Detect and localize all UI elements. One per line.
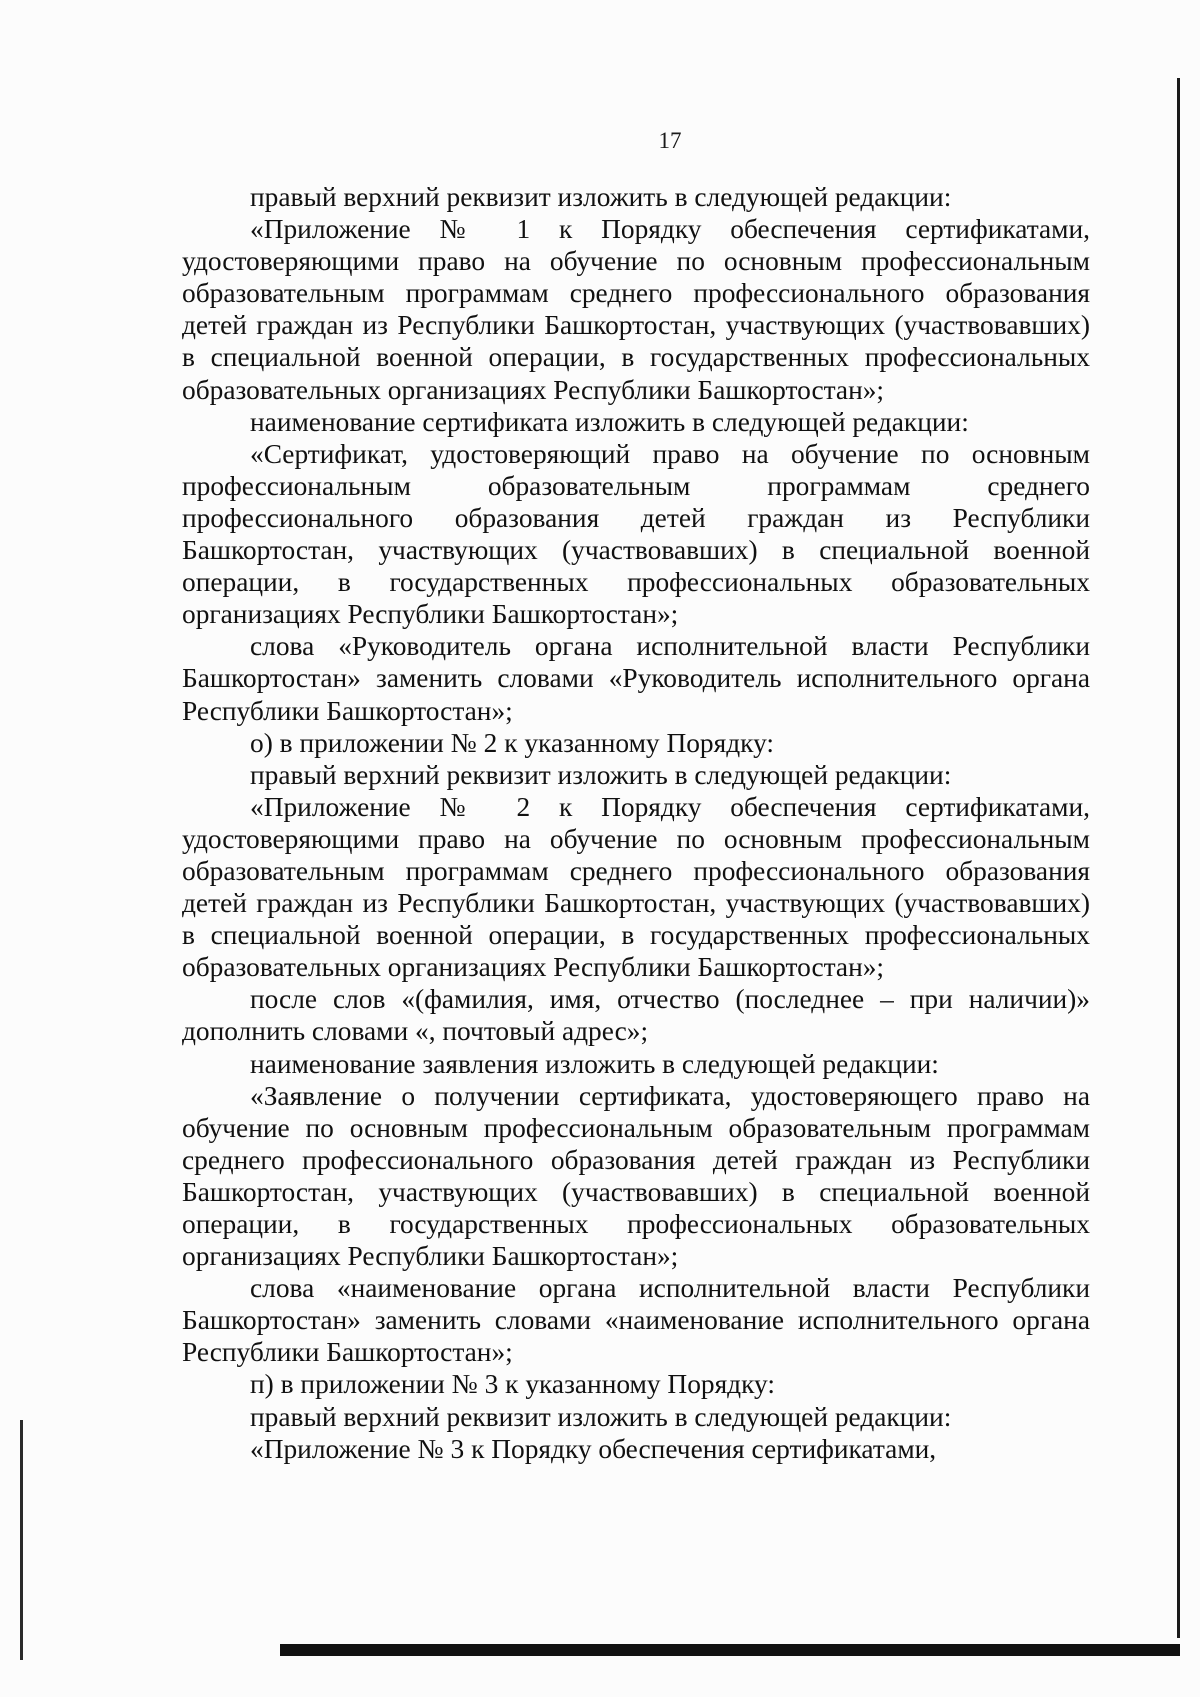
paragraph: п) в приложении № 3 к указанному Порядку: xyxy=(250,1369,775,1400)
paragraph: правый верхний реквизит изложить в следующей редакции: xyxy=(250,759,952,790)
scan-border-right xyxy=(1177,78,1180,1638)
scan-border-left xyxy=(20,1420,23,1660)
paragraph: «Заявление о получении сертификата, удостоверяющего право на обучение по основным профессиональным образовательным программам среднего профессионального образования детей граждан из Республики Башкортостан, участвующих (участвовавших) в специальной военной операции, в государственных профессиональных образовательных организациях Республики Башкортостан»; xyxy=(182,1080,1090,1272)
document-text-body xyxy=(182,181,1090,1465)
paragraph: «Приложение № 2 к Порядку обеспечения сертификатами, удостоверяющими право на обучение по основным профессиональным образовательным программам среднего профессионального образования детей граждан из Республики Башкортостан, участвующих (участвовавших) в специальной военной операции, в государственных профессиональных образовательных организациях Республики Башкортостан»; xyxy=(182,791,1090,983)
paragraph: правый верхний реквизит изложить в следующей редакции: xyxy=(250,182,952,212)
paragraph: слова «наименование органа исполнительной власти Республики Башкортостан» заменить словами «наименование исполнительного органа Республики Башкортостан»; xyxy=(182,1273,1090,1368)
paragraph: после слов «(фамилия, имя, отчество (последнее – при наличии)» дополнить словами «, почтовый адрес»; xyxy=(182,984,1090,1047)
page-number: 17 xyxy=(658,128,682,153)
paragraph: слова «Руководитель органа исполнительной власти Республики Башкортостан» заменить словами «Руководитель исполнительного органа Республики Башкортостан»; xyxy=(182,631,1090,726)
paragraph: наименование сертификата изложить в следующей редакции: xyxy=(250,406,969,437)
paragraph: о) в приложении № 2 к указанному Порядку: xyxy=(250,727,775,758)
scan-border-bottom xyxy=(280,1644,1180,1656)
paragraph: «Сертификат, удостоверяющий право на обучение по основным профессиональным образовательным программам среднего профессионального образования детей граждан из Республики Башкортостан, участвующих (участвовавших) в специальной военной операции, в государственных профессиональных образовательных организациях Республики Башкортостан»; xyxy=(182,438,1090,630)
paragraph: наименование заявления изложить в следующей редакции: xyxy=(250,1048,939,1079)
paragraph: «Приложение № 1 к Порядку обеспечения сертификатами, удостоверяющими право на обучение по основным профессиональным образовательным программам среднего профессионального образования детей граждан из Республики Башкортостан, участвующих (участвовавших) в специальной военной операции, в государственных профессиональных образовательных организациях Республики Башкортостан»; xyxy=(182,214,1090,405)
paragraph: «Приложение № 3 к Порядку обеспечения сертификатами, xyxy=(250,1433,937,1464)
paragraph: правый верхний реквизит изложить в следующей редакции: xyxy=(250,1401,952,1432)
